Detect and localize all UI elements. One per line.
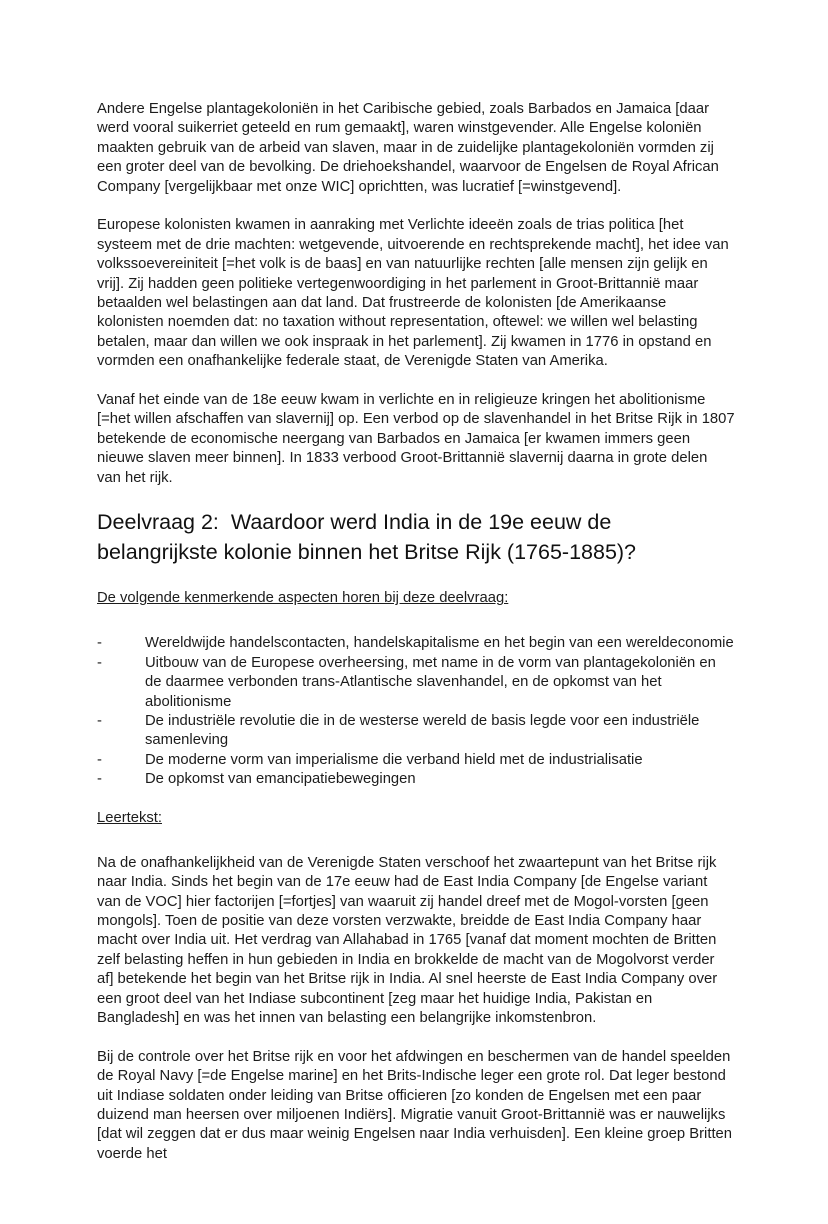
list-item-text: De industriële revolutie die in de westerse wereld de basis legde voor een industriële samenleving <box>145 712 700 749</box>
aspect-list <box>97 634 735 789</box>
bullet-marker: - <box>97 635 102 652</box>
section-heading-deelvraag-2: Deelvraag 2: Waardoor werd India in de 19e eeuw de belangrijkste kolonie binnen het Britse Rijk (1765-1885)? <box>97 510 637 565</box>
list-item-text: Uitbouw van de Europese overheersing, met name in de vorm van plantagekoloniën en de daarmee verbonden trans-Atlantische slavenhandel, en de opkomst van het abolitionisme <box>145 654 716 710</box>
leertekst-paragraph-2: Bij de controle over het Britse rijk en voor het afdwingen en beschermen van de handel speelden de Royal Navy [=de Engelse marine] en het Brits-Indische leger een grote rol. Dat leger bestond uit Indiase soldaten onder leiding van Britse officieren [zo konden de Engelsen met een paar duizend man heersen over miljoenen Indiërs]. Migratie vanuit Groot-Brittannië was er nauwelijks [dat wil zeggen dat er dus maar weinig Engelsen naar India verhuisden]. Een kleine groep Britten voerde het <box>97 1048 733 1162</box>
intro-paragraph-2: Europese kolonisten kwamen in aanraking met Verlichte ideeën zoals de trias politica [het systeem met de drie machten: wetgevende, uitvoerende en rechtsprekende macht], het idee van volkssoevereiniteit [=het volk is de baas] en van natuurlijke rechten [alle mensen zijn gelijk en vrij]. Zij hadden geen politieke vertegenwoordiging in het parlement in Groot-Brittannië maar betaalden wel belastingen aan dat land. Dat frustreerde de kolonisten [de Amerikaanse kolonisten noemden dat: no taxation without representation, oftewel: we willen wel belasting betalen, maar dan willen we ook inspraak in het parlement]. Zij kwamen in 1776 in opstand en vormden een onafhankelijke federale staat, de Verenigde Staten van Amerika. <box>97 217 729 370</box>
list-item <box>97 751 735 770</box>
list-item <box>97 634 735 653</box>
list-item-text: De moderne vorm van imperialisme die verband hield met de industrialisatie <box>145 751 643 768</box>
aspects-intro-label: De volgende kenmerkende aspecten horen bij deze deelvraag: <box>97 590 509 607</box>
bullet-marker: - <box>97 751 102 768</box>
leertekst-label: Leertekst: <box>97 809 162 826</box>
bullet-marker: - <box>97 771 102 788</box>
leertekst-paragraph-1: Na de onafhankelijkheid van de Verenigde Staten verschoof het zwaartepunt van het Britse rijk naar India. Sinds het begin van de 17e eeuw had de East India Company [de Engelse variant van de VOC] hier factorijen [=fortjes] van waaruit zij handel dreef met de Mogol-vorsten [geen mongols]. Toen de positie van deze vorsten verzwakte, breidde de East India Company haar macht over India uit. Het verdrag van Allahabad in 1765 [vanaf dat moment mochten de Britten zelf belasting heffen in hun gebieden in India en brokkelde de macht van de Mogolvorst verder af] betekende het begin van het Britse rijk in India. Al snel heerste de East India Company over een groot deel van het Indiase subcontinent [zeg maar het huidige India, Pakistan en Bangladesh] en was het innen van belasting een belangrijke inkomstenbron. <box>97 854 718 1026</box>
bullet-marker: - <box>97 654 102 671</box>
list-item <box>97 770 735 789</box>
list-item-text: De opkomst van emancipatiebewegingen <box>145 771 416 788</box>
intro-paragraph-3: Vanaf het einde van de 18e eeuw kwam in verlichte en in religieuze kringen het abolitionisme [=het willen afschaffen van slavernij] op. Een verbod op de slavenhandel in het Britse Rijk in 1807 betekende de economische neergang van Barbados en Jamaica [er kwamen immers geen nieuwe slaven meer binnen]. In 1833 verbood Groot-Brittannië slavernij daarna in grote delen van het rijk. <box>97 392 735 486</box>
list-item <box>97 712 735 751</box>
bullet-marker: - <box>97 712 102 729</box>
list-item <box>97 654 735 712</box>
intro-paragraph-1: Andere Engelse plantagekoloniën in het Caribische gebied, zoals Barbados en Jamaica [daar werd vooral suikerriet geteeld en rum gemaakt], waren winstgevender. Alle Engelse koloniën maakten gebruik van de arbeid van slaven, maar in de zuidelijke plantagekoloniën vormden zij een groter deel van de bevolking. De driehoekshandel, waarvoor de Engelsen de Royal African Company [vergelijkbaar met onze WIC] oprichtten, was lucratief [=winstgevend]. <box>97 101 719 195</box>
list-item-text: Wereldwijde handelscontacten, handelskapitalisme en het begin van een wereldeconomie <box>145 635 734 652</box>
